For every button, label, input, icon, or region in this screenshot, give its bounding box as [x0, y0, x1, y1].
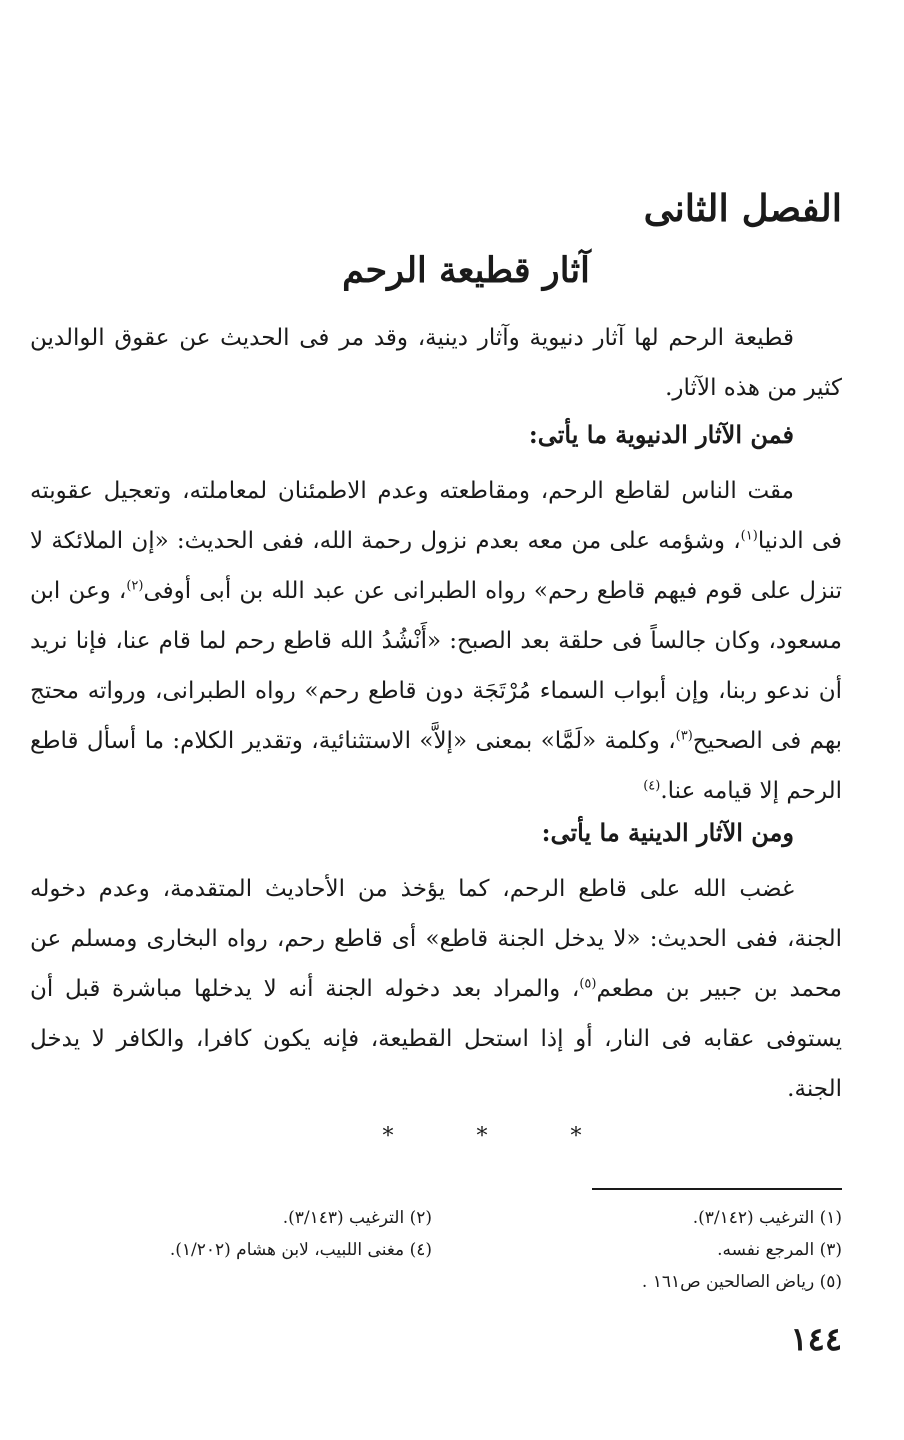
text-segment: مقت الناس لقاطع الرحم، ومقاطعته وعدم الاطمئنان لمعاملته، وتعجيل عقوبته فى الدنيا: [30, 478, 843, 554]
worldly-effects-heading: فمن الآثار الدنيوية ما يأتى:: [528, 420, 794, 449]
document-page: [30, 0, 842, 1440]
chapter-heading: الفصل الثانى: [643, 186, 842, 230]
section-separator: * * *: [382, 1124, 620, 1149]
religious-effects-paragraph: [30, 864, 842, 1114]
footnote-ref: (١): [740, 528, 758, 544]
footnote-ref: (٤): [643, 778, 661, 794]
footnote-ref: (٥): [579, 976, 597, 992]
intro-paragraph: قطيعة الرحم لها آثار دنيوية وآثار دينية، وقد مر فى الحديث عن عقوق الوالدين كثير من هذه الآثار.: [30, 325, 842, 401]
footnote-3: (٣) المرجع نفسه.: [717, 1240, 842, 1260]
text-segment: غضب الله على قاطع الرحم، كما يؤخذ من الأحاديث المتقدمة، وعدم دخوله الجنة، ففى الحديث: «لا يدخل الجنة قاطع» أى قاطع رحم، رواه البخارى ومسلم عن محمد بن جبير بن مطعم: [30, 876, 842, 1002]
footnote-4: (٤) مغنى اللبيب، لابن هشام (١/٢٠٢).: [169, 1240, 432, 1260]
footnote-divider: [592, 1188, 842, 1190]
text-segment: ، وشؤمه على من معه بعدم نزول رحمة الله، ففى الحديث: «إن الملائكة لا تنزل على قوم فيهم قاطع رحم» رواه الطبرانى عن عبد الله بن أبى أوفى: [30, 528, 842, 604]
section-title: آثار قطيعة الرحم: [342, 250, 590, 291]
footnote-5: (٥) رياض الصالحين ص١٦١ .: [641, 1272, 842, 1292]
footnote-ref: (٣): [675, 728, 693, 744]
footnote-2: (٢) الترغيب (٣/١٤٣).: [282, 1208, 432, 1228]
footnote-ref: (٢): [126, 578, 144, 594]
text-segment: ، والمراد بعد دخوله الجنة أنه لا يدخلها مباشرة قبل أن يستوفى عقابه فى النار، أو إذا استحل القطيعة، فإنه يكون كافرا، والكافر لا يدخل الجنة.: [30, 976, 842, 1102]
religious-effects-heading: ومن الآثار الدينية ما يأتى:: [541, 818, 794, 847]
worldly-effects-paragraph: [30, 466, 842, 816]
text-segment: ، وعن ابن مسعود، وكان جالساً فى حلقة بعد الصبح: «أَنْشُدُ الله قاطع رحم لما قام عنا، فإنا نريد أن ندعو ربنا، وإن أبواب السماء مُرْتَجَة دون قاطع رحم» رواه الطبرانى، ورواته محتج بهم فى الصحيح: [30, 578, 842, 754]
footnote-1: (١) الترغيب (٣/١٤٢).: [692, 1208, 842, 1228]
text-segment: ، وكلمة «لَمَّا» بمعنى «إلاَّ» الاستثنائية، وتقدير الكلام: ما أسأل قاطع الرحم إلا قيامه عنا.: [30, 728, 842, 804]
page-number: ١٤٤: [790, 1320, 842, 1358]
